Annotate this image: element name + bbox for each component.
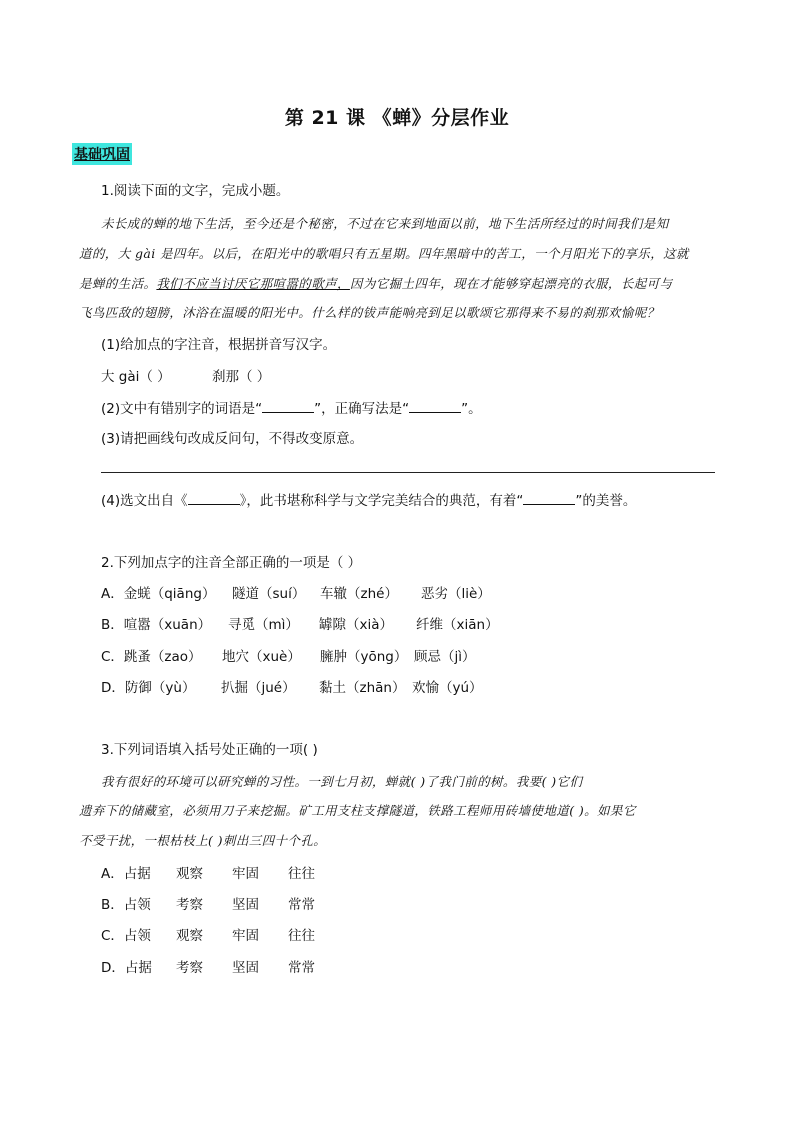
q2-b-2: 寻觅（mì）: [228, 617, 299, 633]
q1-underlined-sentence: 我们不应当讨厌它那喧嚣的歌声，: [156, 276, 350, 291]
q3-option-a[interactable]: [101, 862, 501, 882]
q1-sub3: (3)请把画线句改成反问句，不得改变原意。: [101, 431, 364, 447]
q3-c-4: 往往: [288, 928, 315, 944]
q1-stem: 1.阅读下面的文字，完成小题。: [101, 183, 290, 199]
q1-sub2-blank-1[interactable]: [262, 400, 314, 413]
q1-line3-c: 因为它掘土四年，现在才能够穿起漂亮的衣服，长起可与: [349, 276, 673, 291]
q3-d-1: D．占据: [101, 960, 152, 976]
q3-a-3: 牢固: [232, 866, 259, 882]
q1-sub2: [101, 397, 482, 417]
page-title: 第 21 课 《蝉》分层作业: [284, 107, 510, 129]
q3-c-3: 牢固: [232, 928, 259, 944]
q1-sub4-blank-2[interactable]: [523, 492, 575, 505]
q3-option-d[interactable]: [101, 956, 501, 976]
q2-option-c[interactable]: [101, 645, 701, 665]
q1-sub4-b: 》，此书堪称科学与文学完美结合的典范，有着“: [239, 493, 524, 509]
q2-c-4: 顾忌（jì）: [414, 649, 476, 665]
q2-c-1: C．跳蚤（zao）: [101, 649, 202, 665]
q1-sub1-item-2: 刹那（ ）: [212, 369, 271, 385]
q2-b-4: 纤维（xiān）: [416, 617, 499, 633]
q3-c-1: C．占领: [101, 928, 151, 944]
q3-b-4: 常常: [288, 897, 315, 913]
q1-sub2-blank-2[interactable]: [409, 400, 461, 413]
q2-a-4: 恶劣（liè）: [421, 586, 491, 602]
q2-option-b[interactable]: [101, 613, 701, 633]
q3-para-line-3: 不受干扰，一根枯枝上( )刺出三四十个孔。: [79, 833, 327, 848]
q1-para-line-4: 飞鸟匹敌的翅膀，沐浴在温暖的阳光中。什么样的钹声能响亮到足以歌颂它那得来不易的刹那欢愉呢？: [79, 305, 660, 320]
q2-option-d[interactable]: [101, 676, 701, 696]
q2-option-a[interactable]: [101, 582, 701, 602]
q1-sub1: (1)给加点的字注音，根据拼音写汉字。: [101, 337, 337, 353]
q1-sub4-a: (4)选文出自《: [101, 493, 188, 509]
q3-a-4: 往往: [288, 866, 315, 882]
q3-b-2: 考察: [176, 897, 203, 913]
q2-stem: 2.下列加点字的注音全部正确的一项是（ ）: [101, 555, 362, 571]
q1-sub3-answer-line[interactable]: [101, 472, 715, 473]
q1-line3-a: 是蝉的生活。: [79, 276, 157, 291]
q2-d-4: 欢愉（yú）: [412, 680, 483, 696]
q3-stem: 3.下列词语填入括号处正确的一项( ): [101, 742, 318, 758]
q2-d-2: 扒掘（jué）: [221, 680, 296, 696]
q3-a-1: A．占据: [101, 866, 151, 882]
q2-d-1: D．防御（yù）: [101, 680, 196, 696]
q3-a-2: 观察: [176, 866, 203, 882]
q3-option-b[interactable]: [101, 893, 501, 913]
q1-sub4-c: ”的美誉。: [575, 493, 637, 509]
q1-para-line-3: [79, 274, 672, 292]
q3-c-2: 观察: [176, 928, 203, 944]
q2-a-3: 车辙（zhé）: [320, 586, 398, 602]
q2-d-3: 黏土（zhān）: [319, 680, 406, 696]
q2-c-2: 地穴（xuè）: [222, 649, 301, 665]
q1-sub4: [101, 489, 636, 509]
q2-b-1: B．喧嚣（xuān）: [101, 617, 212, 633]
q2-a-2: 隧道（suí）: [232, 586, 306, 602]
q3-d-4: 常常: [288, 960, 315, 976]
q1-sub2-a: (2)文中有错别字的词语是“: [101, 401, 263, 417]
section-badge: 基础巩固: [72, 143, 132, 165]
q3-d-2: 考察: [176, 960, 203, 976]
q3-para-line-2: 遗弃下的储藏室，必须用刀子来挖掘。矿工用支柱支撑隧道，铁路工程师用砖墙使地道( )。如果它: [79, 803, 636, 818]
q1-para-line-1: 未长成的蝉的地下生活，至今还是个秘密，不过在它来到地面以前，地下生活所经过的时间我们是知: [101, 216, 669, 231]
q2-c-3: 臃肿（yōng）: [320, 649, 408, 665]
q1-para-line-2: 道的，大 gài 是四年。以后，在阳光中的歌唱只有五星期。四年黑暗中的苦工，一个月阳光下的享乐，这就: [79, 246, 689, 261]
q2-b-3: 罅隙（xià）: [319, 617, 394, 633]
q1-sub2-b: ”，正确写法是“: [314, 401, 410, 417]
q3-b-3: 坚固: [232, 897, 259, 913]
q1-sub1-item-1: 大 gài（ ）: [101, 369, 171, 385]
q2-a-1: A．金蜣（qiāng）: [101, 586, 216, 602]
q3-b-1: B．占领: [101, 897, 151, 913]
q3-d-3: 坚固: [232, 960, 259, 976]
q3-para-line-1: 我有很好的环境可以研究蝉的习性。一到七月初，蝉就( )了我门前的树。我要( )它们: [101, 774, 583, 789]
q1-sub2-c: ”。: [461, 401, 482, 417]
q3-option-c[interactable]: [101, 924, 501, 944]
q1-sub4-blank-1[interactable]: [188, 492, 240, 505]
